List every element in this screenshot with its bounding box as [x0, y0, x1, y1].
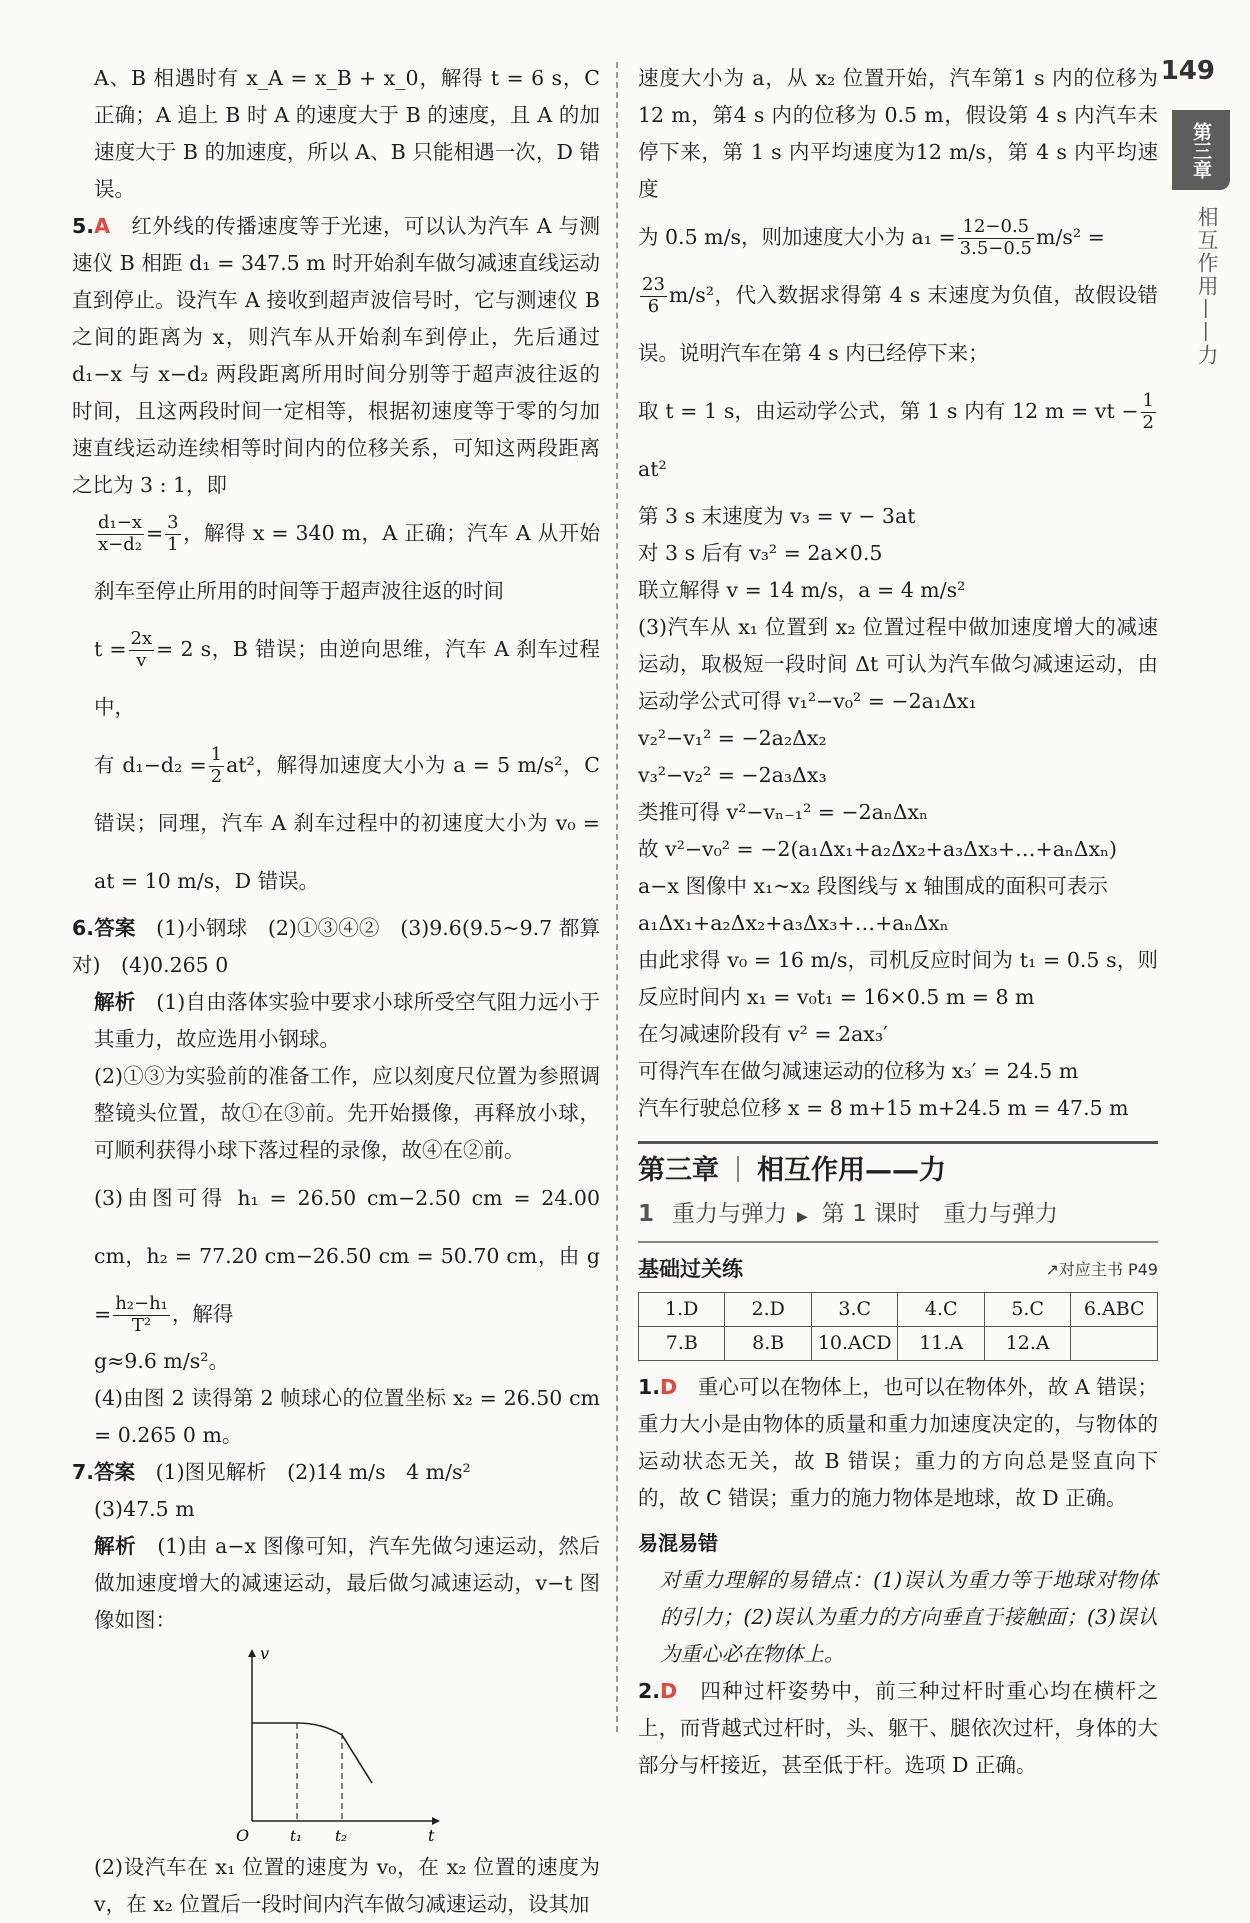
chapter-number: 第三章 [638, 1155, 719, 1186]
r-line-13: a−x 图像中 x₁~x₂ 段图线与 x 轴围成的面积可表示 [638, 874, 1108, 898]
q6-answer-line [72, 910, 600, 984]
q5-text-1: 红外线的传播速度等于光速，可以认为汽车 A 与测速仪 B 相距 d₁ = 347.5 m 时开始刹车做匀减速直线运动直到停止。设汽车 A 接收到超声波信号时，它与测速仪 B 之间的距离为 x，则汽车从开始刹车到停止，先后通过 d₁−x 与 x−d₂ 两段距离所用时间分别等于超声波往返的时间，且这两段时间一定相等，根据初速度等于零的匀加速直线运动连续相等时间内的位移关系，可知这两段距离之比为 3 : 1，即 [72, 214, 600, 497]
r-line-6: 对 3 s 后有 v₃² = 2a×0.5 [638, 541, 883, 565]
lesson-title: 第 1 课时 重力与弹力 [821, 1201, 1059, 1227]
r-line-16: 在匀减速阶段有 v² = 2ax₃′ [638, 1022, 888, 1046]
table-cell: 4.C [898, 1293, 984, 1327]
box-body: 对重力理解的易错点：(1)误认为重力等于地球对物体的引力；(2)误认为重力的方向垂直于接触面；(3)误认为重心必在物体上。 [660, 1568, 1158, 1666]
q6-jx-1: 解析 (1)自由落体实验中要求小球所受空气阻力远小于其重力，故应选用小钢球。 [94, 990, 601, 1051]
r-line-4: 取 t = 1 s，由运动学公式，第 1 s 内有 12 m = vt − $\frac{1}{2}$ at² [638, 390, 1154, 481]
q5-fraction-1: $\frac{\text{d₁−x}}{\text{x−d₂}}$ [98, 512, 142, 555]
fraction-23-6: $\frac{23}{6}$ [642, 274, 665, 317]
table-cell: 3.C [811, 1293, 897, 1327]
r-line-12: 故 v²−v₀² = −2(a₁Δx₁+a₂Δx₂+a₃Δx₃+…+aₙΔxₙ) [638, 837, 1118, 861]
r-line-7: 联立解得 v = 14 m/s，a = 4 m/s² [638, 578, 966, 602]
q5-fraction-2: $\frac{3}{1}$ [167, 512, 179, 555]
q7-answer-label: 答案 [94, 1460, 136, 1484]
q5-fraction-4: $\frac{1}{2}$ [210, 744, 223, 787]
q5-line-4: 有 d₁−d₂ = $\frac{1}{2}$ at²，解得加速度大小为 a = 5 m/s²，C 错误；同理，汽车 A 刹车过程中的初速度大小为 v₀ = at = 10 m/s，D 错误。 [94, 744, 600, 893]
r-line-18: 汽车行驶总位移 x = 8 m+15 m+24.5 m = 47.5 m [638, 1096, 1129, 1120]
q5-line-3: t = $\frac{2x}{v}$ = 2 s，B 错误；由逆向思维，汽车 A 刹车过程中， [94, 628, 600, 719]
table-cell: 2.D [725, 1293, 811, 1327]
band-title: 基础过关练 [638, 1257, 743, 1281]
table-cell: 8.B [725, 1327, 811, 1361]
section-title: 重力与弹力 [672, 1201, 788, 1227]
page-number: 149 [1160, 56, 1215, 86]
q7-answer-2: (3)47.5 m [94, 1497, 195, 1521]
q6-answer-label: 答案 [94, 916, 136, 940]
t1-label: t₁ [290, 1827, 303, 1843]
column-divider [616, 62, 618, 1732]
a1: 1.D 重心可以在物体上，也可以在物体外，故 A 错误；重力大小是由物体的质量和重力加速度决定的，与物体的运动状态无关，故 B 错误；重力的方向总是竖直向下的，故 C 错误；重力的施力物体是地球，故 D 正确。 [638, 1375, 1158, 1510]
q4-tail: A、B 相遇时有 x_A = x_B + x_0，解得 t = 6 s，C 正确；A 追上 B 时 A 的速度大于 B 的速度，且 A 的加速度大于 B 的加速度，所以 A、B 只能相遇一次，D 错误。 [94, 66, 600, 201]
q6-jx-3c: g≈9.6 m/s²。 [94, 1349, 230, 1373]
q6-jx-2: (2)①③为实验前的准备工作，应以刻度尺位置为参照调整镜头位置，故①在③前。先开始摄像，再释放小球，可顺利获得小球下落过程的录像，故④在②前。 [94, 1064, 600, 1162]
left-column [72, 60, 600, 1923]
q5-fraction-3: $\frac{2x}{v}$ [130, 628, 153, 671]
t-axis-arrow [432, 1817, 440, 1825]
table-cell: 1.D [639, 1293, 725, 1327]
table-cell: 11.A [898, 1327, 984, 1361]
q6-answer: (1)小钢球 (2)①③④② (3)9.6(9.5~9.7 都算对) (4)0.265 0 [72, 916, 601, 977]
r-line-9: v₂²−v₁² = −2a₂Δx₂ [638, 726, 827, 750]
r-line-1: 速度大小为 a，从 x₂ 位置开始，汽车第1 s 内的位移为 12 m，第4 s 内的位移为 0.5 m，假设第 4 s 内汽车未停下来，第 1 s 内平均速度为12 m/s，第 4 s 内平均速度 [638, 66, 1158, 201]
r-line-11: 类推可得 v²−vₙ₋₁² = −2aₙΔxₙ [638, 800, 928, 824]
r-line-3: $\frac{23}{6}$ m/s²，代入数据求得第 4 s 末速度为负值，故假设错误。说明汽车在第 4 s 内已经停下来； [638, 274, 1158, 365]
q7-jx-2: (2)设汽车在 x₁ 位置的速度为 v₀，在 x₂ 位置的速度为 v，在 x₂ 位置后一段时间内汽车做匀减速运动，设其加 [94, 1855, 600, 1916]
q7-number: 7. [72, 1460, 95, 1484]
v-axis-arrow [248, 1649, 256, 1657]
chapter-heading [638, 1141, 1158, 1194]
table-cell: 6.ABC [1071, 1293, 1158, 1327]
vt-graph [72, 1643, 600, 1843]
triangle-icon: ▶ [797, 1209, 808, 1225]
section-number: 1 [638, 1201, 655, 1227]
fraction-a1: $\frac{12-0.5}{3.5-0.5}$ [959, 216, 1032, 259]
origin-label: O [236, 1826, 250, 1843]
answer-table [638, 1292, 1158, 1361]
q6-jx-3: (3)由图可得 h₁ = 26.50 cm−2.50 cm = 24.00 cm，h₂ = 77.20 cm−26.50 cm = 50.70 cm，由 g = $\frac{\text{h₂−h₁}}{\text{T²}}$ ，解得 [94, 1186, 600, 1336]
t-axis-label: t [428, 1826, 435, 1843]
q5-fraction-line: $\frac{\text{d₁−x}}{\text{x−d₂}}$ = $\frac{3}{1}$ ，解得 x = 340 m，A 正确；汽车 A 从开始刹车至停止所用的时间等于超声波往返的时间 [94, 512, 600, 603]
table-row [639, 1327, 1158, 1361]
chapter-title: 相互作用——力 [757, 1155, 946, 1186]
chapter-tab: 第三章 [1172, 110, 1230, 190]
r-line-14: a₁Δx₁+a₂Δx₂+a₃Δx₃+…+aₙΔxₙ [638, 911, 949, 935]
table-row [639, 1293, 1158, 1327]
table-cell [1071, 1327, 1158, 1361]
fraction-half: $\frac{1}{2}$ [1142, 390, 1154, 433]
q5 [72, 208, 600, 504]
q5-number: 5. [72, 214, 95, 238]
q6-fraction: $\frac{\text{h₂−h₁}}{\text{T²}}$ [115, 1293, 168, 1336]
practice-band [638, 1251, 1158, 1288]
q6-jx-4: (4)由图 2 读得第 2 帧球心的位置坐标 x₂ = 26.50 cm = 0.265 0 m。 [94, 1386, 600, 1447]
table-cell: 7.B [639, 1327, 725, 1361]
q5-answer: A [94, 214, 110, 238]
a2: 2.D 四种过杆姿势中，前三种过杆时重心均在横杆之上，而背越式过杆时，头、躯干、腿依次过杆，身体的大部分与杆接近，甚至低于杆。选项 D 正确。 [638, 1679, 1158, 1777]
r-line-17: 可得汽车在做匀减速运动的位移为 x₃′ = 24.5 m [638, 1059, 1079, 1083]
r-line-10: v₃²−v₂² = −2a₃Δx₃ [638, 763, 827, 787]
band-ref: ↗对应主书 P49 [1045, 1260, 1158, 1279]
right-column [638, 60, 1158, 1784]
q7-jx-1: 解析 (1)由 a−x 图像可知，汽车先做匀速运动，然后做加速度增大的减速运动，最后做匀减速运动，v−t 图像如图： [94, 1534, 601, 1632]
arrow-icon: ↗ [1045, 1260, 1059, 1279]
vt-curve [252, 1723, 372, 1783]
box-title: 易混易错 [638, 1531, 718, 1555]
table-cell: 5.C [984, 1293, 1070, 1327]
q6-number: 6. [72, 916, 95, 940]
q5-text-2: ，解得 x = 340 m，A 正确；汽车 A 从开始刹车至停止所用的时间等于超声波往返的时间 [94, 521, 600, 603]
r-line-8: (3)汽车从 x₁ 位置到 x₂ 位置过程中做加速度增大的减速运动，取极短一段时间 Δt 可认为汽车做匀减速运动，由运动学公式可得 v₁²−v₀² = −2a₁Δx₁ [638, 615, 1158, 713]
section-heading [638, 1194, 1158, 1243]
r-line-15: 由此求得 v₀ = 16 m/s，司机反应时间为 t₁ = 0.5 s，则反应时间内 x₁ = v₀t₁ = 16×0.5 m = 8 m [638, 948, 1158, 1009]
t2-label: t₂ [335, 1827, 348, 1843]
q7-answer-line [72, 1454, 600, 1491]
chapter-side-title: 相互作用——力 [1195, 206, 1219, 367]
vt-graph-svg [232, 1643, 442, 1843]
r-line-2: 为 0.5 m/s，则加速度大小为 a₁ = $\frac{12-0.5}{3.5-0.5}$ m/s² = [638, 216, 1105, 259]
v-axis-label: v [260, 1644, 270, 1663]
q7-answer: (1)图见解析 (2)14 m/s 4 m/s² [155, 1460, 471, 1484]
table-cell: 10.ACD [811, 1327, 897, 1361]
table-cell: 12.A [984, 1327, 1070, 1361]
r-line-5: 第 3 s 末速度为 v₃ = v − 3at [638, 504, 916, 528]
